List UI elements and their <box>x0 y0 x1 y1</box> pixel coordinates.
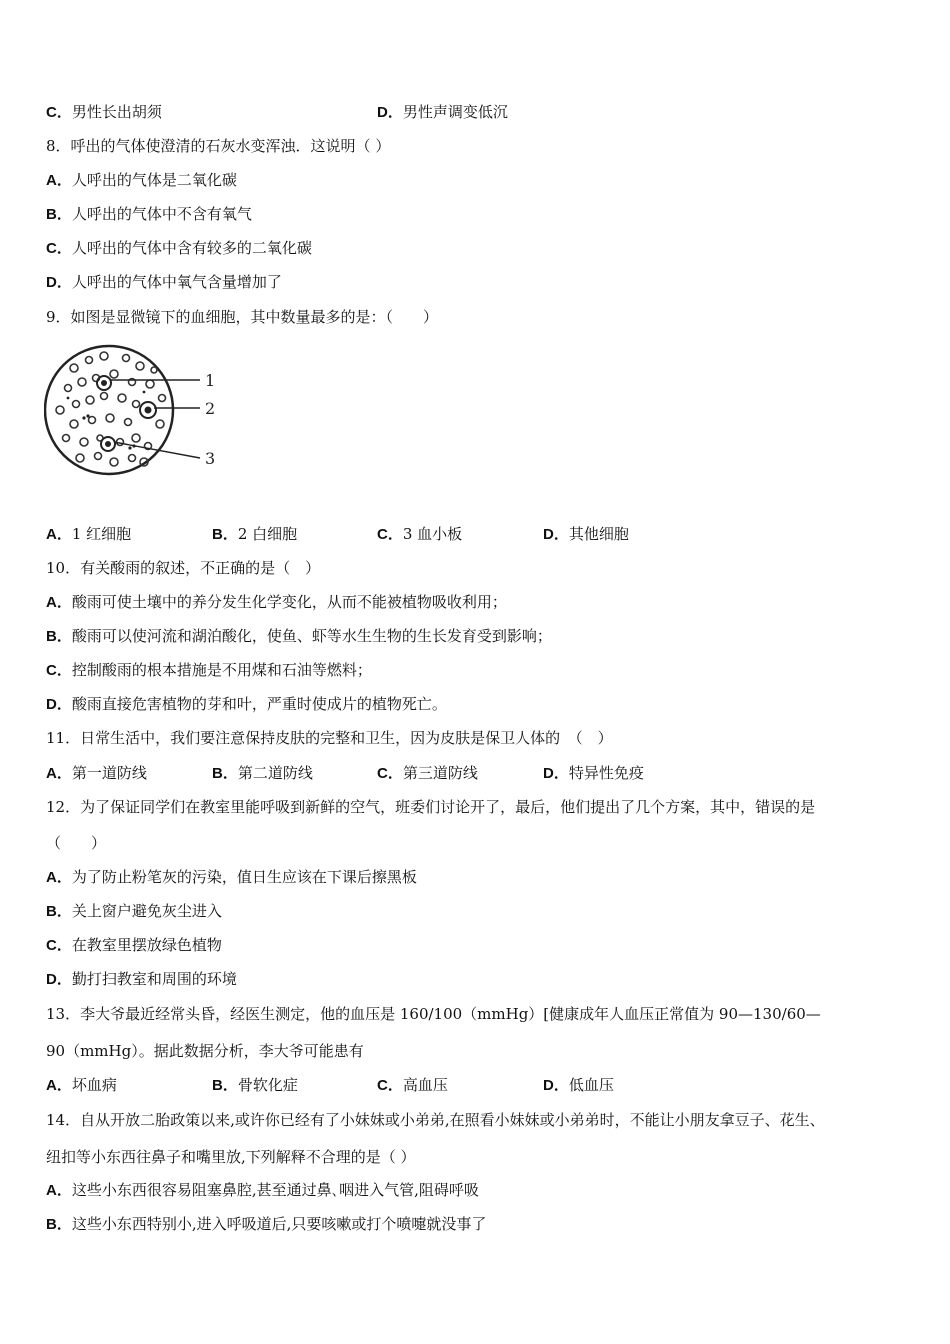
q14-option-a: A．这些小东西很容易阻塞鼻腔,甚至通过鼻､咽进入气管,阻碍呼吸 <box>46 1181 479 1199</box>
q10-option-d: D．酸雨直接危害植物的芽和叶，严重时使成片的植物死亡。 <box>46 695 447 713</box>
figure-label-1: 1 <box>205 371 216 390</box>
q12-option-a: A．为了防止粉笔灰的污染，值日生应该在下课后擦黑板 <box>46 868 417 886</box>
q13-option-c: C．高血压 <box>377 1076 448 1094</box>
option-text: 男性声调变低沉 <box>402 103 508 121</box>
q9-option-c: C．3 血小板 <box>377 525 463 543</box>
q13-option-b: B．骨软化症 <box>212 1076 298 1094</box>
q8-option-a: A．人呼出的气体是二氧化碳 <box>46 171 237 189</box>
option-label: C． <box>46 104 72 121</box>
q12-stem-line1: 12．为了保证同学们在教室里能呼吸到新鲜的空气，班委们讨论开了，最后，他们提出了几个方案，其中，错误的是 <box>46 798 816 816</box>
q8-option-b: B．人呼出的气体中不含有氧气 <box>46 205 252 223</box>
q9-option-b: B．2 白细胞 <box>212 525 298 543</box>
q11-stem: 11．日常生活中，我们要注意保持皮肤的完整和卫生，因为皮肤是保卫人体的 （ ） <box>46 729 613 747</box>
q13-option-a: A．坏血病 <box>46 1076 117 1094</box>
q9-option-a: A．1 红细胞 <box>46 525 132 543</box>
q14-stem-line2: 纽扣等小东西往鼻子和嘴里放,下列解释不合理的是（ ） <box>46 1148 416 1166</box>
leader-lines <box>110 380 200 458</box>
q10-stem: 10．有关酸雨的叙述，不正确的是（ ） <box>46 559 321 577</box>
q10-option-a: A．酸雨可使土壤中的养分发生化学变化，从而不能被植物吸收利用； <box>46 593 507 611</box>
figure-label-2: 2 <box>205 399 216 418</box>
q13-stem-line1: 13．李大爷最近经常头昏，经医生测定，他的血压是 160/100（mmHg）[健康成年人血压正常值为 90—130/60— <box>46 1005 821 1023</box>
blood-cell-microscope-figure <box>44 338 224 488</box>
q10-option-c: C．控制酸雨的根本措施是不用煤和石油等燃料； <box>46 661 372 679</box>
option-label: D． <box>377 104 403 121</box>
figure-label-3: 3 <box>205 449 216 468</box>
q11-option-a: A．第一道防线 <box>46 764 147 782</box>
q10-option-b: B．酸雨可以使河流和湖泊酸化，使鱼、虾等水生生物的生长发育受到影响； <box>46 627 552 645</box>
q12-option-c: C．在教室里摆放绿色植物 <box>46 936 222 954</box>
q14-stem-line1: 14．自从开放二胎政策以来,或许你已经有了小妹妹或小弟弟,在照看小妹妹或小弟弟时，不能让小朋友拿豆子、花生、 <box>46 1111 825 1129</box>
q11-option-b: B．第二道防线 <box>212 764 313 782</box>
q11-option-c: C．第三道防线 <box>377 764 478 782</box>
q7-option-d <box>377 102 508 123</box>
q12-option-d: D．勤打扫教室和周围的环境 <box>46 970 237 988</box>
q11-option-d: D．特异性免疫 <box>543 764 644 782</box>
q13-option-d: D．低血压 <box>543 1076 614 1094</box>
q13-stem-line2: 90（mmHg）。据此数据分析，李大爷可能患有 <box>46 1042 364 1060</box>
q9-stem: 9．如图是显微镜下的血细胞，其中数量最多的是：（ ） <box>46 308 439 326</box>
q8-option-d: D．人呼出的气体中氧气含量增加了 <box>46 273 282 291</box>
q12-option-b: B．关上窗户避免灰尘进入 <box>46 902 222 920</box>
q7-option-c <box>46 102 162 123</box>
q14-option-b: B．这些小东西特别小,进入呼吸道后,只要咳嗽或打个喷嚏就没事了 <box>46 1215 487 1233</box>
q9-option-d: D．其他细胞 <box>543 525 629 543</box>
q8-option-c: C．人呼出的气体中含有较多的二氧化碳 <box>46 239 312 257</box>
q8-stem: 8．呼出的气体使澄清的石灰水变浑浊．这说明（ ） <box>46 137 391 155</box>
q12-stem-line2: （ ） <box>46 834 107 852</box>
option-text: 男性长出胡须 <box>71 103 162 121</box>
